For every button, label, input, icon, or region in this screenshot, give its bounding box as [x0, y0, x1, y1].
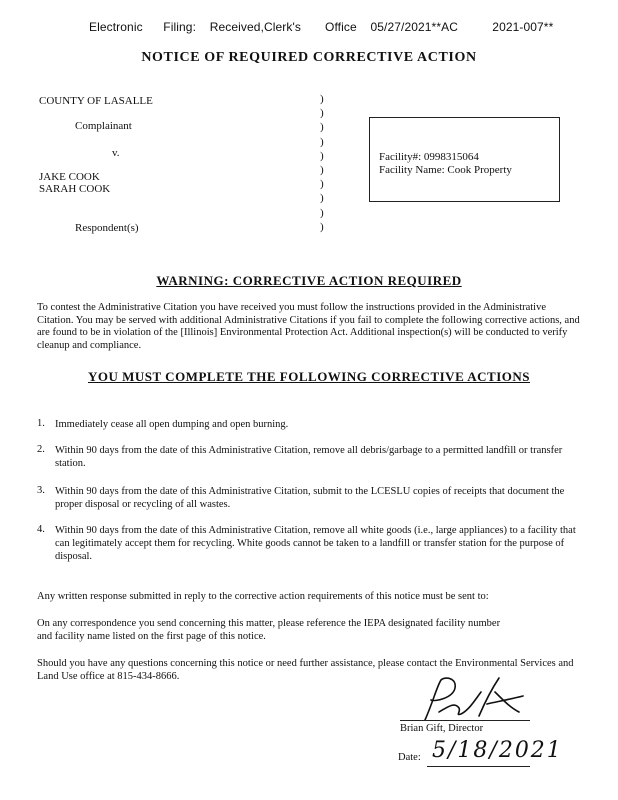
caption-parentheses: ) ) ) ) ) ) ) ) ) ) [320, 93, 324, 233]
action-item [0, 485, 618, 515]
versus-label: v. [112, 147, 120, 159]
action-text: Immediately cease all open dumping and open burning. [55, 419, 289, 430]
questions-paragraph: Should you have any questions concerning this notice or need further assistance, please contact the Environmental Services and Land Use office at 815-434-8666. [37, 658, 574, 682]
signer-name: Brian Gift, Director [400, 723, 484, 734]
handwritten-date: 5/18/2021 [432, 738, 563, 763]
facility-info-box [369, 117, 560, 202]
correspondence-paragraph: On any correspondence you send concerning this matter, please reference the IEPA designated facility number and facility name listed on the first page of this notice. [37, 618, 501, 642]
date-line [427, 766, 530, 767]
signature-line [400, 720, 530, 721]
facility-name: Facility Name: Cook Property [379, 164, 512, 176]
actions-heading: YOU MUST COMPLETE THE FOLLOWING CORRECTIVE ACTIONS [87, 369, 531, 384]
document-title: NOTICE OF REQUIRED CORRECTIVE ACTION [141, 50, 477, 65]
complainant-name: COUNTY OF LASALLE [39, 95, 153, 107]
electronic-filing-stamp: Electronic Filing: Received,Clerk's Office 05/27/2021**AC 2021-007** [89, 20, 554, 34]
warning-paragraph: To contest the Administrative Citation you have received you must follow the instructions provided in the Administrative Citation. You may be served with additional Administrative Citations if you fail to complete the following corrective actions, and are found to be in violation of the [Illinois] Environmental Protection Act. Additional inspection(s) will be conducted to verify cleanup and compliance. [37, 302, 580, 351]
action-number: 1. [37, 418, 45, 429]
date-label: Date: [398, 752, 421, 763]
action-item [0, 418, 618, 438]
response-instructions: Any written response submitted in reply to the corrective action requirements of this notice must be sent to: [37, 591, 489, 602]
action-text: Within 90 days from the date of this Administrative Citation, remove all white goods (i.e., large appliances) to a facility that can legitimately accept them for recycling. White goods cannot be taken to a landfill or transfer station for the purpose of disposal. [55, 525, 576, 562]
handwritten-signature [395, 672, 535, 724]
action-number: 2. [37, 444, 45, 455]
action-number: 4. [37, 524, 45, 535]
respondent-name-2: SARAH COOK [39, 183, 111, 195]
action-text: Within 90 days from the date of this Administrative Citation, submit to the LCESLU copies of receipts that document the proper disposal or recycling of all wastes. [55, 486, 565, 510]
action-number: 3. [37, 485, 45, 496]
respondent-label: Respondent(s) [75, 222, 139, 234]
complainant-label: Complainant [75, 120, 132, 132]
action-item [0, 444, 618, 474]
respondent-name-1: JAKE COOK [39, 171, 100, 183]
action-text: Within 90 days from the date of this Administrative Citation, remove all debris/garbage to a permitted landfill or transfer station. [55, 445, 563, 469]
facility-number: Facility#: 0998315064 [379, 151, 479, 163]
action-item [0, 524, 618, 566]
warning-heading: WARNING: CORRECTIVE ACTION REQUIRED [156, 273, 462, 288]
